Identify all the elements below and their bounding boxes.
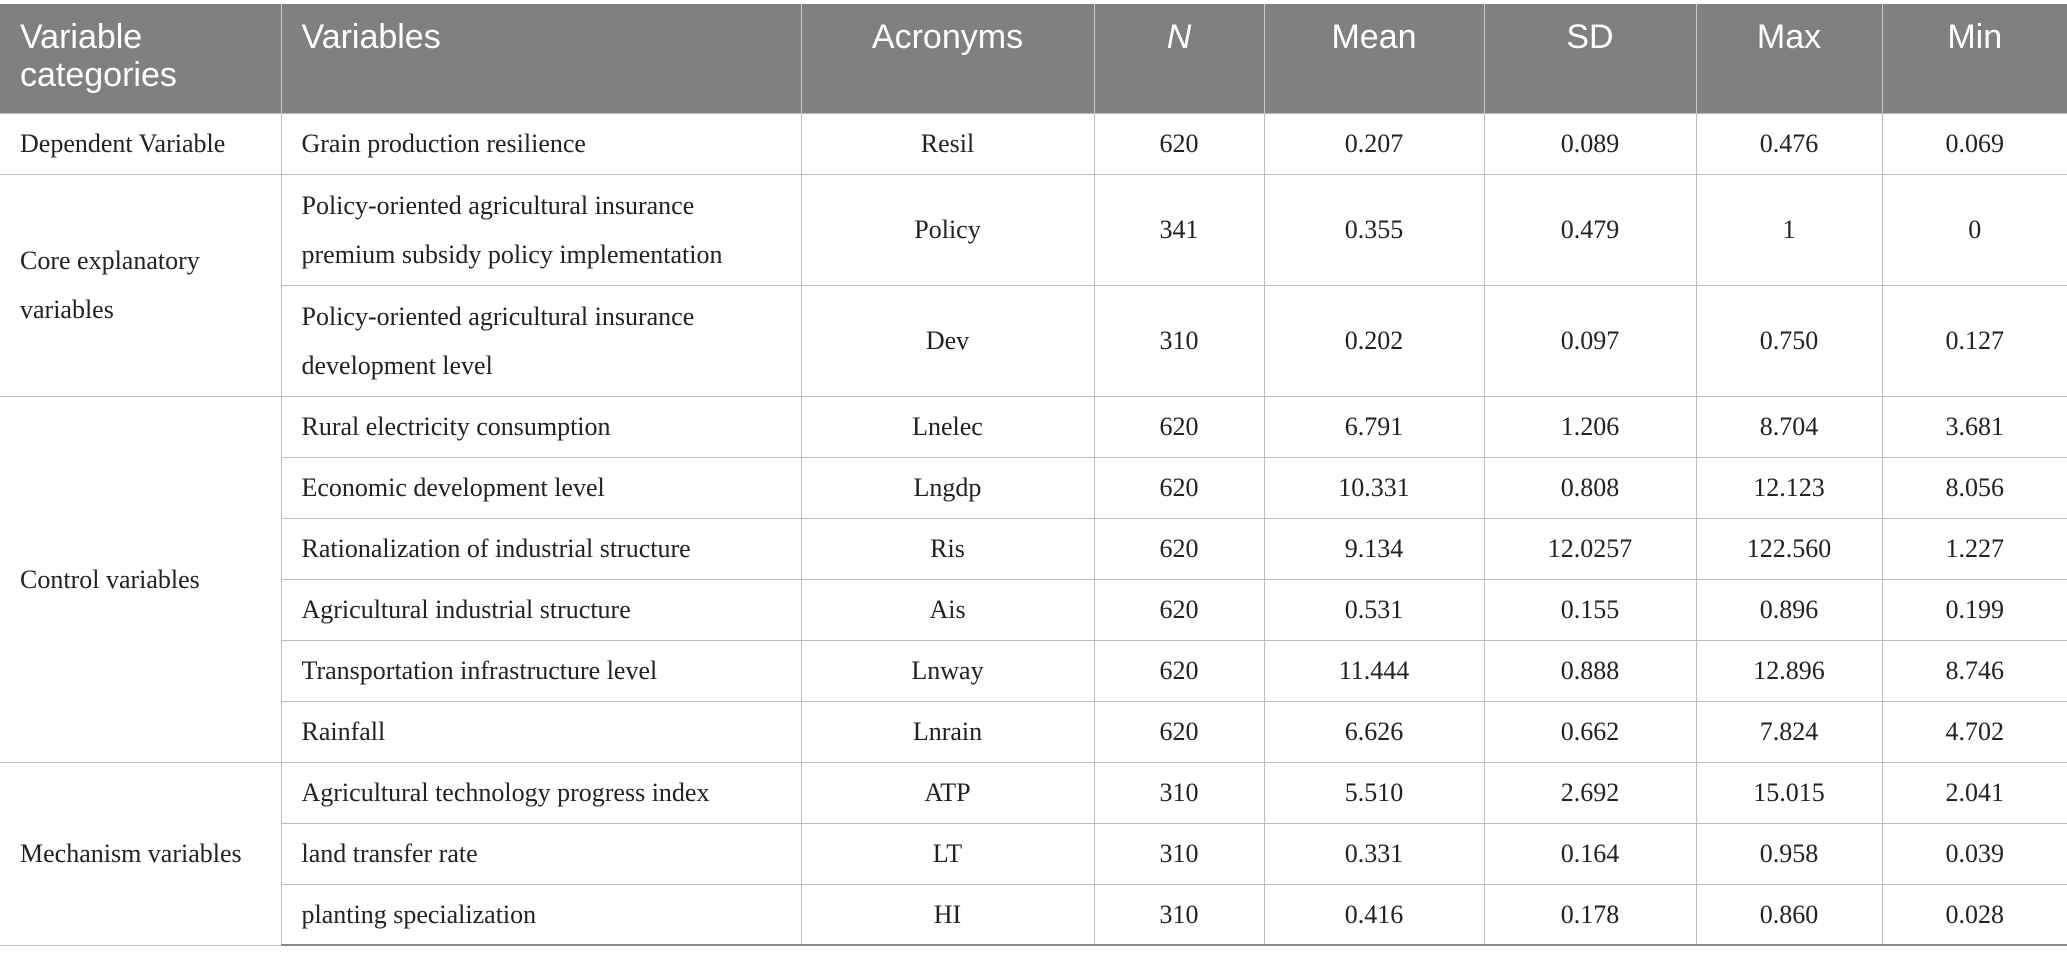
category-cell: Mechanism variables xyxy=(0,762,281,945)
sd-cell: 2.692 xyxy=(1484,762,1696,823)
sd-cell: 0.479 xyxy=(1484,174,1696,285)
mean-cell: 0.202 xyxy=(1264,285,1484,396)
acronym-cell: Lngdp xyxy=(801,457,1094,518)
acronym-cell: Ais xyxy=(801,579,1094,640)
mean-cell: 11.444 xyxy=(1264,640,1484,701)
variable-cell: Transportation infrastructure level xyxy=(281,640,801,701)
category-cell: Control variables xyxy=(0,396,281,762)
variable-cell: Policy-oriented agricultural insurance development level xyxy=(281,285,801,396)
acronym-cell: Lnelec xyxy=(801,396,1094,457)
min-cell: 8.746 xyxy=(1882,640,2067,701)
sd-cell: 0.178 xyxy=(1484,884,1696,945)
max-cell: 0.896 xyxy=(1696,579,1882,640)
mean-cell: 6.626 xyxy=(1264,701,1484,762)
mean-cell: 0.207 xyxy=(1264,113,1484,174)
max-cell: 0.958 xyxy=(1696,823,1882,884)
variable-cell: Rural electricity consumption xyxy=(281,396,801,457)
sd-cell: 1.206 xyxy=(1484,396,1696,457)
sd-cell: 0.662 xyxy=(1484,701,1696,762)
table-row xyxy=(0,396,2067,457)
max-cell: 15.015 xyxy=(1696,762,1882,823)
header-mean: Mean xyxy=(1264,4,1484,113)
min-cell: 3.681 xyxy=(1882,396,2067,457)
variable-cell: land transfer rate xyxy=(281,823,801,884)
max-cell: 8.704 xyxy=(1696,396,1882,457)
min-cell: 8.056 xyxy=(1882,457,2067,518)
n-cell: 341 xyxy=(1094,174,1264,285)
variable-cell: Economic development level xyxy=(281,457,801,518)
acronym-cell: Lnway xyxy=(801,640,1094,701)
sd-cell: 12.0257 xyxy=(1484,518,1696,579)
n-cell: 620 xyxy=(1094,396,1264,457)
mean-cell: 0.531 xyxy=(1264,579,1484,640)
variable-cell: Policy-oriented agricultural insurance premium subsidy policy implementation xyxy=(281,174,801,285)
table-row xyxy=(0,884,2067,945)
n-cell: 310 xyxy=(1094,823,1264,884)
variable-cell: Rainfall xyxy=(281,701,801,762)
header-variables: Variables xyxy=(281,4,801,113)
table-row xyxy=(0,285,2067,396)
max-cell: 0.476 xyxy=(1696,113,1882,174)
min-cell: 1.227 xyxy=(1882,518,2067,579)
header-max: Max xyxy=(1696,4,1882,113)
n-cell: 620 xyxy=(1094,518,1264,579)
table-row xyxy=(0,640,2067,701)
table-row xyxy=(0,113,2067,174)
n-cell: 310 xyxy=(1094,285,1264,396)
mean-cell: 10.331 xyxy=(1264,457,1484,518)
max-cell: 7.824 xyxy=(1696,701,1882,762)
n-cell: 310 xyxy=(1094,884,1264,945)
mean-cell: 0.416 xyxy=(1264,884,1484,945)
acronym-cell: Lnrain xyxy=(801,701,1094,762)
table-row xyxy=(0,823,2067,884)
min-cell: 0.199 xyxy=(1882,579,2067,640)
acronym-cell: Dev xyxy=(801,285,1094,396)
n-cell: 620 xyxy=(1094,640,1264,701)
max-cell: 12.896 xyxy=(1696,640,1882,701)
acronym-cell: Policy xyxy=(801,174,1094,285)
category-cell: Core explanatory variables xyxy=(0,174,281,396)
min-cell: 0.127 xyxy=(1882,285,2067,396)
category-cell: Dependent Variable xyxy=(0,113,281,174)
min-cell: 0.028 xyxy=(1882,884,2067,945)
variable-cell: Grain production resilience xyxy=(281,113,801,174)
n-cell: 620 xyxy=(1094,579,1264,640)
sd-cell: 0.888 xyxy=(1484,640,1696,701)
descriptive-statistics-table xyxy=(0,4,2067,946)
table-body xyxy=(0,113,2067,945)
min-cell: 0 xyxy=(1882,174,2067,285)
acronym-cell: Resil xyxy=(801,113,1094,174)
table-row xyxy=(0,701,2067,762)
mean-cell: 0.331 xyxy=(1264,823,1484,884)
sd-cell: 0.155 xyxy=(1484,579,1696,640)
variable-cell: planting specialization xyxy=(281,884,801,945)
header-acronyms: Acronyms xyxy=(801,4,1094,113)
header-sd: SD xyxy=(1484,4,1696,113)
min-cell: 0.039 xyxy=(1882,823,2067,884)
acronym-cell: LT xyxy=(801,823,1094,884)
acronym-cell: Ris xyxy=(801,518,1094,579)
variable-cell: Rationalization of industrial structure xyxy=(281,518,801,579)
max-cell: 122.560 xyxy=(1696,518,1882,579)
table-row xyxy=(0,762,2067,823)
table-header xyxy=(0,4,2067,113)
max-cell: 12.123 xyxy=(1696,457,1882,518)
n-cell: 620 xyxy=(1094,457,1264,518)
table-row xyxy=(0,579,2067,640)
header-n: N xyxy=(1094,4,1264,113)
acronym-cell: HI xyxy=(801,884,1094,945)
header-variable-categories: Variable categories xyxy=(0,4,281,113)
min-cell: 4.702 xyxy=(1882,701,2067,762)
n-cell: 620 xyxy=(1094,113,1264,174)
max-cell: 0.860 xyxy=(1696,884,1882,945)
table-row xyxy=(0,457,2067,518)
header-row xyxy=(0,4,2067,113)
min-cell: 0.069 xyxy=(1882,113,2067,174)
table-row xyxy=(0,174,2067,285)
header-min: Min xyxy=(1882,4,2067,113)
n-cell: 310 xyxy=(1094,762,1264,823)
mean-cell: 5.510 xyxy=(1264,762,1484,823)
sd-cell: 0.089 xyxy=(1484,113,1696,174)
variable-cell: Agricultural industrial structure xyxy=(281,579,801,640)
sd-cell: 0.164 xyxy=(1484,823,1696,884)
n-cell: 620 xyxy=(1094,701,1264,762)
max-cell: 0.750 xyxy=(1696,285,1882,396)
max-cell: 1 xyxy=(1696,174,1882,285)
mean-cell: 6.791 xyxy=(1264,396,1484,457)
variable-cell: Agricultural technology progress index xyxy=(281,762,801,823)
min-cell: 2.041 xyxy=(1882,762,2067,823)
table-row xyxy=(0,518,2067,579)
acronym-cell: ATP xyxy=(801,762,1094,823)
mean-cell: 9.134 xyxy=(1264,518,1484,579)
sd-cell: 0.808 xyxy=(1484,457,1696,518)
mean-cell: 0.355 xyxy=(1264,174,1484,285)
sd-cell: 0.097 xyxy=(1484,285,1696,396)
